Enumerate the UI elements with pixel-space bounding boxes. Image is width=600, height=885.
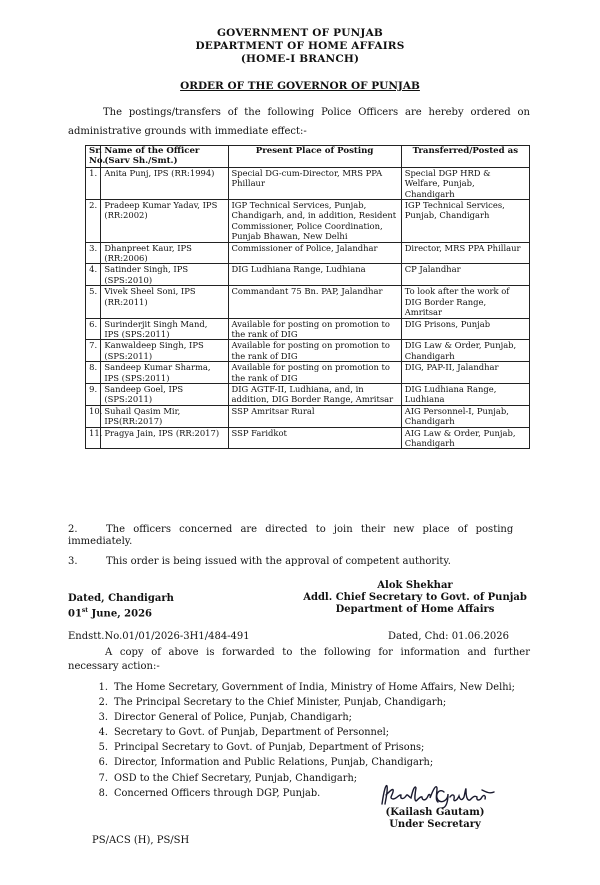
header-present-posting: Present Place of Posting [228, 146, 401, 168]
table-row [86, 340, 530, 362]
header-sr-no: Sr. No. [86, 146, 101, 168]
table-row [86, 242, 530, 264]
recipient-number: 8. [98, 787, 108, 799]
order-title: ORDER OF THE GOVERNOR OF PUNJAB [180, 80, 420, 92]
signatory-1-name: Alok Shekhar [377, 580, 453, 591]
cell-sr-no: 8. [86, 362, 101, 384]
cell-sr-no: 2. [86, 200, 101, 243]
cell-transferred-as: Special DGP HRD & Welfare, Punjab, Chandigarh [401, 167, 529, 199]
recipient-number: 1. [98, 682, 108, 693]
cell-present-posting: SSP Amritsar Rural [228, 405, 401, 427]
table-row [86, 318, 530, 340]
recipient-text: Secretary to Govt. of Punjab, Department of Personnel; [114, 727, 390, 739]
header-department: DEPARTMENT OF HOME AFFAIRS [195, 40, 405, 52]
header-officer-name: Name of the Officer (Sarv Sh./Smt.) [101, 146, 228, 168]
cell-officer-name: Dhanpreet Kaur, IPS (RR:2006) [101, 242, 228, 264]
table-row [86, 286, 530, 318]
endorsement-date: Dated, Chd: 01.06.2026 [388, 631, 509, 642]
cell-officer-name: Vivek Sheel Soni, IPS (RR:2011) [101, 286, 228, 318]
cell-transferred-as: DIG, PAP-II, Jalandhar [401, 362, 529, 384]
paragraph-3 [68, 556, 530, 568]
cell-transferred-as: CP Jalandhar [401, 264, 529, 286]
signatory-block-1 [300, 580, 530, 616]
signatory-1-designation: Addl. Chief Secretary to Govt. of Punjab [303, 592, 527, 603]
table-row [86, 427, 530, 449]
table-row [86, 383, 530, 405]
cell-officer-name: Sandeep Kumar Sharma, IPS (SPS:2011) [101, 362, 228, 384]
endorsement-number: Endstt.No.01/01/2026-3H1/484-491 [68, 631, 250, 642]
cell-officer-name: Pragya Jain, IPS (RR:2017) [101, 427, 228, 449]
recipient-number: 4. [98, 727, 108, 739]
cell-present-posting: DIG AGTF-II, Ludhiana, and, in addition, DIG Border Range, Amritsar [228, 383, 401, 405]
list-item [86, 710, 536, 725]
cell-transferred-as: DIG Ludhiana Range, Ludhiana [401, 383, 529, 405]
paragraph-2-text: The officers concerned are directed to join their new place of posting immediately. [68, 524, 514, 547]
list-item [86, 695, 536, 710]
table-body [86, 167, 530, 449]
cell-transferred-as: To look after the work of DIG Border Range, Amritsar [401, 286, 529, 318]
cell-present-posting: Available for posting on promotion to the rank of DIG [228, 318, 401, 340]
recipient-number: 3. [98, 712, 108, 724]
recipient-number: 7. [98, 772, 108, 784]
copy-forward-text: A copy of above is forwarded to the following for information and further necessary action:- [68, 647, 530, 672]
recipient-text: The Principal Secretary to the Chief Minister, Punjab, Chandigarh; [114, 697, 447, 709]
cell-officer-name: Kanwaldeep Singh, IPS (SPS:2011) [101, 340, 228, 362]
cell-transferred-as: DIG Law & Order, Punjab, Chandigarh [401, 340, 529, 362]
intro-paragraph: The postings/transfers of the following Police Officers are hereby ordered on administrative grounds with immediate effect:- [68, 107, 530, 137]
cell-transferred-as: AIG Law & Order, Punjab, Chandigarh [401, 427, 529, 449]
cell-sr-no: 9. [86, 383, 101, 405]
table-row [86, 264, 530, 286]
cell-sr-no: 4. [86, 264, 101, 286]
cell-present-posting: SSP Faridkot [228, 427, 401, 449]
table-header-row [86, 146, 530, 168]
cell-sr-no: 10. [86, 405, 101, 427]
recipient-text: Director General of Police, Punjab, Chandigarh; [114, 712, 352, 724]
cell-officer-name: Surinderjit Singh Mand, IPS (SPS:2011) [101, 318, 228, 340]
recipient-text: Director, Information and Public Relations, Punjab, Chandigarh; [114, 757, 434, 769]
cell-sr-no: 6. [86, 318, 101, 340]
date-day: 01 [68, 608, 82, 620]
table-row [86, 362, 530, 384]
table-row [86, 167, 530, 199]
paragraph-3-text: This order is being issued with the approval of competent authority. [106, 556, 451, 567]
dated-place: Dated, Chandigarh [68, 593, 174, 604]
cell-present-posting: Available for posting on promotion to the rank of DIG [228, 340, 401, 362]
list-item [86, 755, 536, 770]
cell-officer-name: Suhail Qasim Mir, IPS(RR:2017) [101, 405, 228, 427]
list-item [86, 740, 536, 755]
cell-transferred-as: AIG Personnel-I, Punjab, Chandigarh [401, 405, 529, 427]
cell-present-posting: IGP Technical Services, Punjab, Chandigarh, and, in addition, Resident Commissioner, Police Coordination, Punjab Bhawan, New Delhi [228, 200, 401, 243]
cell-sr-no: 5. [86, 286, 101, 318]
signatory-block-2 [370, 807, 500, 831]
recipient-number: 2. [98, 697, 108, 709]
cell-sr-no: 7. [86, 340, 101, 362]
cell-present-posting: Commissioner of Police, Jalandhar [228, 242, 401, 264]
recipient-text: Principal Secretary to Govt. of Punjab, Department of Prisons; [114, 742, 425, 754]
cell-present-posting: DIG Ludhiana Range, Ludhiana [228, 264, 401, 286]
recipient-number: 6. [98, 757, 108, 769]
list-item [86, 680, 536, 695]
postings-table [85, 145, 530, 449]
paragraph-3-number: 3. [68, 556, 78, 567]
dated-block [68, 593, 174, 620]
table-row [86, 200, 530, 243]
cell-transferred-as: DIG Prisons, Punjab [401, 318, 529, 340]
cell-transferred-as: IGP Technical Services, Punjab, Chandigarh [401, 200, 529, 243]
list-item [86, 725, 536, 740]
cell-officer-name: Satinder Singh, IPS (SPS:2010) [101, 264, 228, 286]
header-transferred-as: Transferred/Posted as [401, 146, 529, 168]
paragraph-2 [68, 524, 530, 548]
recipient-number: 5. [98, 742, 108, 754]
header-branch: (HOME-I BRANCH) [240, 53, 360, 65]
recipient-text: The Home Secretary, Government of India, Ministry of Home Affairs, New Delhi; [114, 682, 515, 693]
cell-present-posting: Special DG-cum-Director, MRS PPA Phillaur [228, 167, 401, 199]
handwritten-signature [378, 780, 498, 810]
paragraph-2-number: 2. [68, 524, 78, 535]
header-government: GOVERNMENT OF PUNJAB [217, 27, 383, 39]
cell-present-posting: Available for posting on promotion to the rank of DIG [228, 362, 401, 384]
recipient-text: Concerned Officers through DGP, Punjab. [114, 787, 321, 799]
date-month-year: June, 2026 [88, 608, 152, 620]
dated-date [68, 605, 174, 620]
signatory-2-name: (Kailash Gautam) [385, 807, 485, 818]
cell-sr-no: 11. [86, 427, 101, 449]
recipient-text: OSD to the Chief Secretary, Punjab, Chandigarh; [114, 772, 358, 784]
table-row [86, 405, 530, 427]
cell-officer-name: Sandeep Goel, IPS (SPS:2011) [101, 383, 228, 405]
cell-officer-name: Pradeep Kumar Yadav, IPS (RR:2002) [101, 200, 228, 243]
signatory-2-designation: Under Secretary [389, 819, 481, 830]
cell-sr-no: 3. [86, 242, 101, 264]
signatory-1-department: Department of Home Affairs [335, 604, 495, 615]
cell-sr-no: 1. [86, 167, 101, 199]
cell-present-posting: Commandant 75 Bn. PAP, Jalandhar [228, 286, 401, 318]
cc-line: PS/ACS (H), PS/SH [92, 835, 190, 846]
cell-transferred-as: Director, MRS PPA Phillaur [401, 242, 529, 264]
date-suffix: st [81, 607, 89, 614]
cell-officer-name: Anita Punj, IPS (RR:1994) [101, 167, 228, 199]
